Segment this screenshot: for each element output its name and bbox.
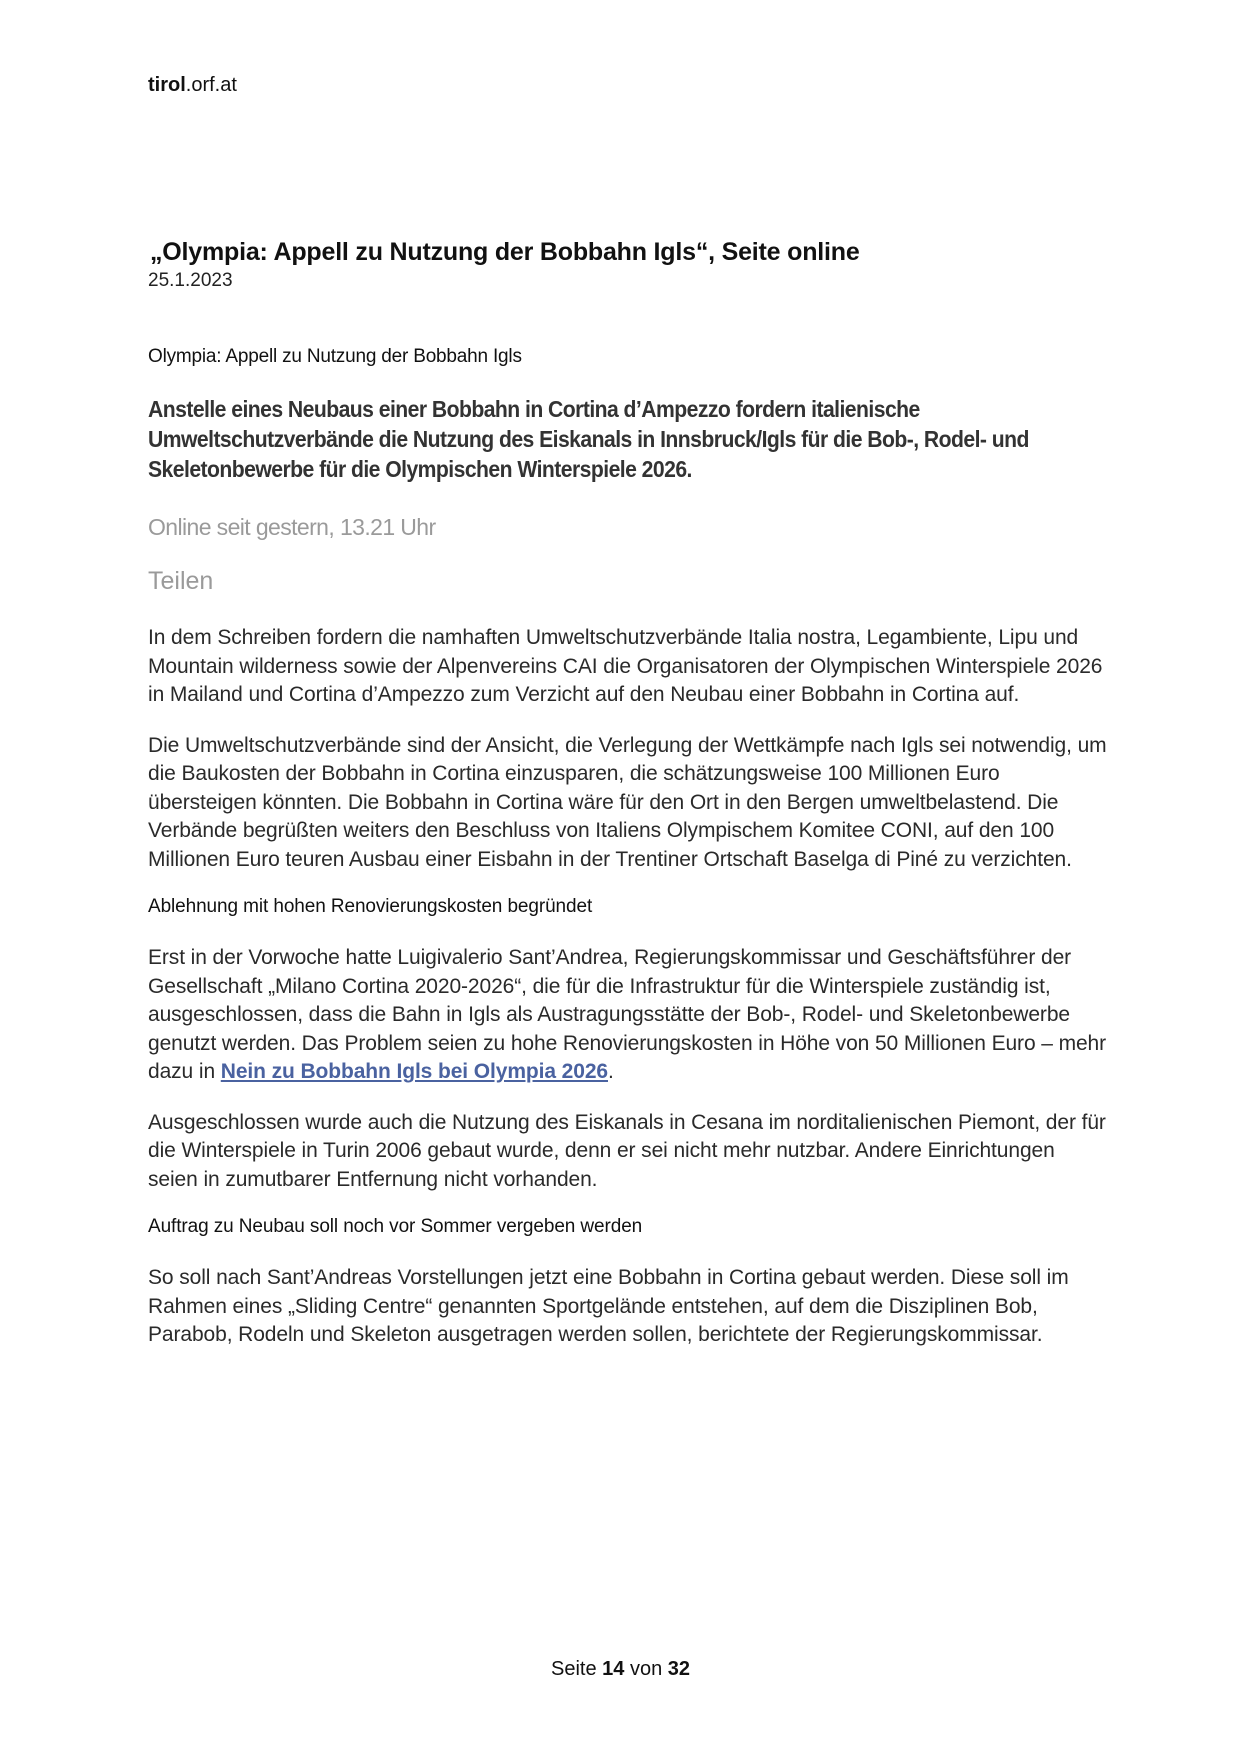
subheading-2: Auftrag zu Neubau soll noch vor Sommer vergeben werden — [148, 1216, 643, 1237]
subheading-1: Ablehnung mit hohen Renovierungskosten begründet — [148, 896, 593, 917]
page-prefix: Seite — [550, 1658, 603, 1680]
page-sep: von — [624, 1658, 668, 1680]
article-lead: Anstelle eines Neubaus einer Bobbahn in Cortina d’Ampezzo fordern italienische Umweltschutzverbände die Nutzung des Eiskanals in Innsbruck/Igls für die Bob-, Rodel- und Skeletonbewerbe für die Olympischen Winterspiele 2026. — [148, 396, 1029, 482]
paragraph-2: Die Umweltschutzverbände sind der Ansicht, die Verlegung der Wettkämpfe nach Igls sei notwendig, um die Baukosten der Bobbahn in Cortina einzusparen, die schätzungsweise 100 Millionen Euro übersteigen könnten. Die Bobbahn in Cortina wäre für den Ort in den Bergen umweltbelastend. Die Verbände begrüßten weiters den Beschluss von Italiens Olympischem Komitee CONI, auf den 100 Millionen Euro teuren Ausbau einer Eisbahn in der Trentiner Ortschaft Baselga di Piné zu verzichten. — [148, 733, 1107, 871]
article — [148, 346, 1108, 1372]
page-total: 32 — [667, 1658, 690, 1680]
article-kicker: Olympia: Appell zu Nutzung der Bobbahn Igls — [148, 346, 522, 367]
page-current: 14 — [602, 1658, 625, 1680]
paragraph-3-text: Erst in der Vorwoche hatte Luigivalerio Sant’Andrea, Regierungskommissar und Geschäftsführer der Gesellschaft „Milano Cortina 2020-2026“, die für die Infrastruktur für die Winterspiele zuständig ist, ausgeschlossen, dass die Bahn in Igls als Austragungsstätte der Bob-, Rodel- und Skeletonbewerbe genutzt werden. Das Problem seien zu hohe Renovierungskosten in Höhe von 50 Millionen Euro – mehr dazu in — [148, 946, 1107, 1083]
online-since: Online seit gestern, 13.21 Uhr — [148, 514, 436, 540]
site-name — [148, 74, 237, 97]
related-article-link[interactable]: Nein zu Bobbahn Igls bei Olympia 2026 — [220, 1060, 608, 1083]
document-date: 25.1.2023 — [148, 270, 233, 291]
site-name-rest: .orf.at — [185, 74, 237, 96]
paragraph-3-end: . — [608, 1060, 614, 1083]
site-name-bold: tirol — [148, 74, 186, 96]
share-button[interactable]: Teilen — [148, 567, 214, 595]
page-number — [0, 1658, 1241, 1681]
paragraph-4: Ausgeschlossen wurde auch die Nutzung des Eiskanals in Cesana im norditalienischen Piemont, der für die Winterspiele in Turin 2006 gebaut wurde, denn er sei nicht mehr nutzbar. Andere Einrichtungen seien in zumutbarer Entfernung nicht vorhanden. — [148, 1110, 1106, 1191]
paragraph-5: So soll nach Sant’Andreas Vorstellungen jetzt eine Bobbahn in Cortina gebaut werden. Diese soll im Rahmen eines „Sliding Centre“ genannten Sportgelände entstehen, auf dem die Disziplinen Bob, Parabob, Rodeln und Skeleton ausgetragen werden sollen, berichtete der Regierungskommissar. — [148, 1266, 1069, 1346]
document-title: „Olympia: Appell zu Nutzung der Bobbahn Igls“, Seite online — [150, 238, 860, 266]
paragraph-3 — [148, 944, 1108, 1087]
paragraph-1: In dem Schreiben fordern die namhaften Umweltschutzverbände Italia nostra, Legambiente, Lipu und Mountain wilderness sowie der Alpenvereins CAI die Organisatoren der Olympischen Winterspiele 2026 in Mailand und Cortina d’Ampezzo zum Verzicht auf den Neubau einer Bobbahn in Cortina auf. — [148, 626, 1103, 706]
